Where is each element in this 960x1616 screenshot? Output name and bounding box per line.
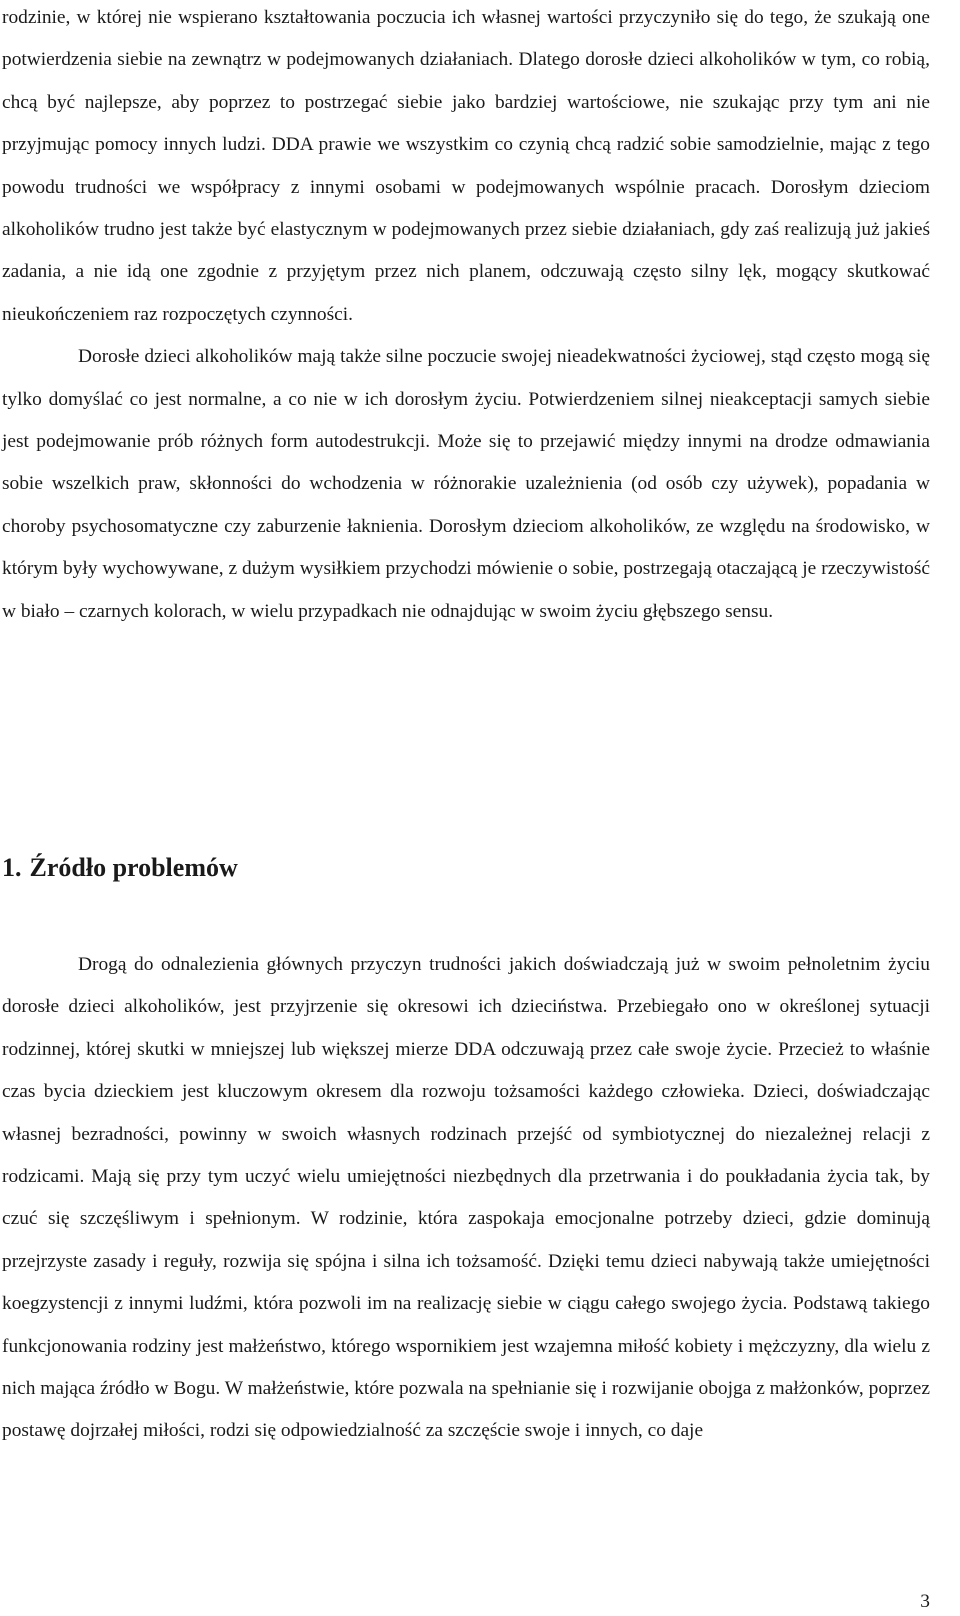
section-heading bbox=[2, 852, 238, 884]
paragraph: Drogą do odnalezienia głównych przyczyn trudności jakich doświadczają już w swoim pełnoletnim życiu dorosłe dzieci alkoholików, jest przyjrzenie się okresowi ich dzieciństwa. Przebiegało ono w określonej sytuacji rodzinnej, której skutki w mniejszej lub większej mierze DDA odczuwają przez całe swoje życie. Przecież to właśnie czas bycia dzieckiem jest kluczowym okresem dla rozwoju tożsamości każdego człowieka. Dzieci, doświadczając własnej bezradności, powinny w swoich własnych rodzinach przejść od symbiotycznej do niezależnej relacji z rodzicami. Mają się przy tym uczyć wielu umiejętności niezbędnych dla przetrwania i do poukładania życia tak, by czuć się szczęśliwym i spełnionym. W rodzinie, która zaspokaja emocjonalne potrzeby dzieci, gdzie dominują przejrzyste zasady i reguły, rozwija się spójna i silna ich tożsamość. Dzięki temu dzieci nabywają także umiejętności koegzystencji z innymi ludźmi, która pozwoli im na realizację siebie w ciągu całego swojego życia. Podstawą takiego funkcjonowania rodziny jest małżeństwo, którego wspornikiem jest wzajemna miłość kobiety i mężczyzny, dla wielu z nich mająca źródło w Bogu. W małżeństwie, które pozwala na spełnianie się i rozwijanie obojga z małżonków, poprzez postawę dojrzałej miłości, rodzi się odpowiedzialność za szczęście swoje i innych, co daje bbox=[2, 954, 930, 1442]
page-number: 3 bbox=[920, 1591, 930, 1612]
section-number: 1. bbox=[2, 853, 22, 882]
body-text-section bbox=[2, 944, 930, 1453]
section-title: Źródło problemów bbox=[29, 853, 238, 882]
paragraph: Dorosłe dzieci alkoholików mają także silne poczucie swojej nieadekwatności życiowej, stąd często mogą się tylko domyślać co jest normalne, a co nie w ich dorosłym życiu. Potwierdzeniem silnej nieakceptacji samych siebie jest podejmowanie prób różnych form autodestrukcji. Może się to przejawić między innymi na drodze odmawiania sobie wszelkich praw, skłonności do wchodzenia w różnorakie uzależnienia (od osób czy używek), popadania w choroby psychosomatyczne czy zaburzenie łaknienia. Dorosłym dzieciom alkoholików, ze względu na środowisko, w którym były wychowywane, z dużym wysiłkiem przychodzi mówienie o sobie, postrzegają otaczającą je rzeczywistość w biało – czarnych kolorach, w wielu przypadkach nie odnajdując w swoim życiu głębszego sensu. bbox=[2, 346, 930, 622]
body-text-top bbox=[2, 0, 930, 633]
paragraph-continued: rodzinie, w której nie wspierano kształtowania poczucia ich własnej wartości przyczyniło się do tego, że szukają one potwierdzenia siebie na zewnątrz w podejmowanych działaniach. Dlatego dorosłe dzieci alkoholików w tym, co robią, chcą być najlepsze, aby poprzez to postrzegać siebie jako bardziej wartościowe, nie szukając przy tym ani nie przyjmując pomocy innych ludzi. DDA prawie we wszystkim co czynią chcą radzić sobie samodzielnie, mając z tego powodu trudności we współpracy z innymi osobami w podejmowanych wspólnie pracach. Dorosłym dzieciom alkoholików trudno jest także być elastycznym w podejmowanych przez siebie działaniach, gdy zaś realizują już jakieś zadania, a nie idą one zgodnie z przyjętym przez nich planem, odczuwają często silny lęk, mogący skutkować nieukończeniem raz rozpoczętych czynności. bbox=[2, 7, 930, 325]
